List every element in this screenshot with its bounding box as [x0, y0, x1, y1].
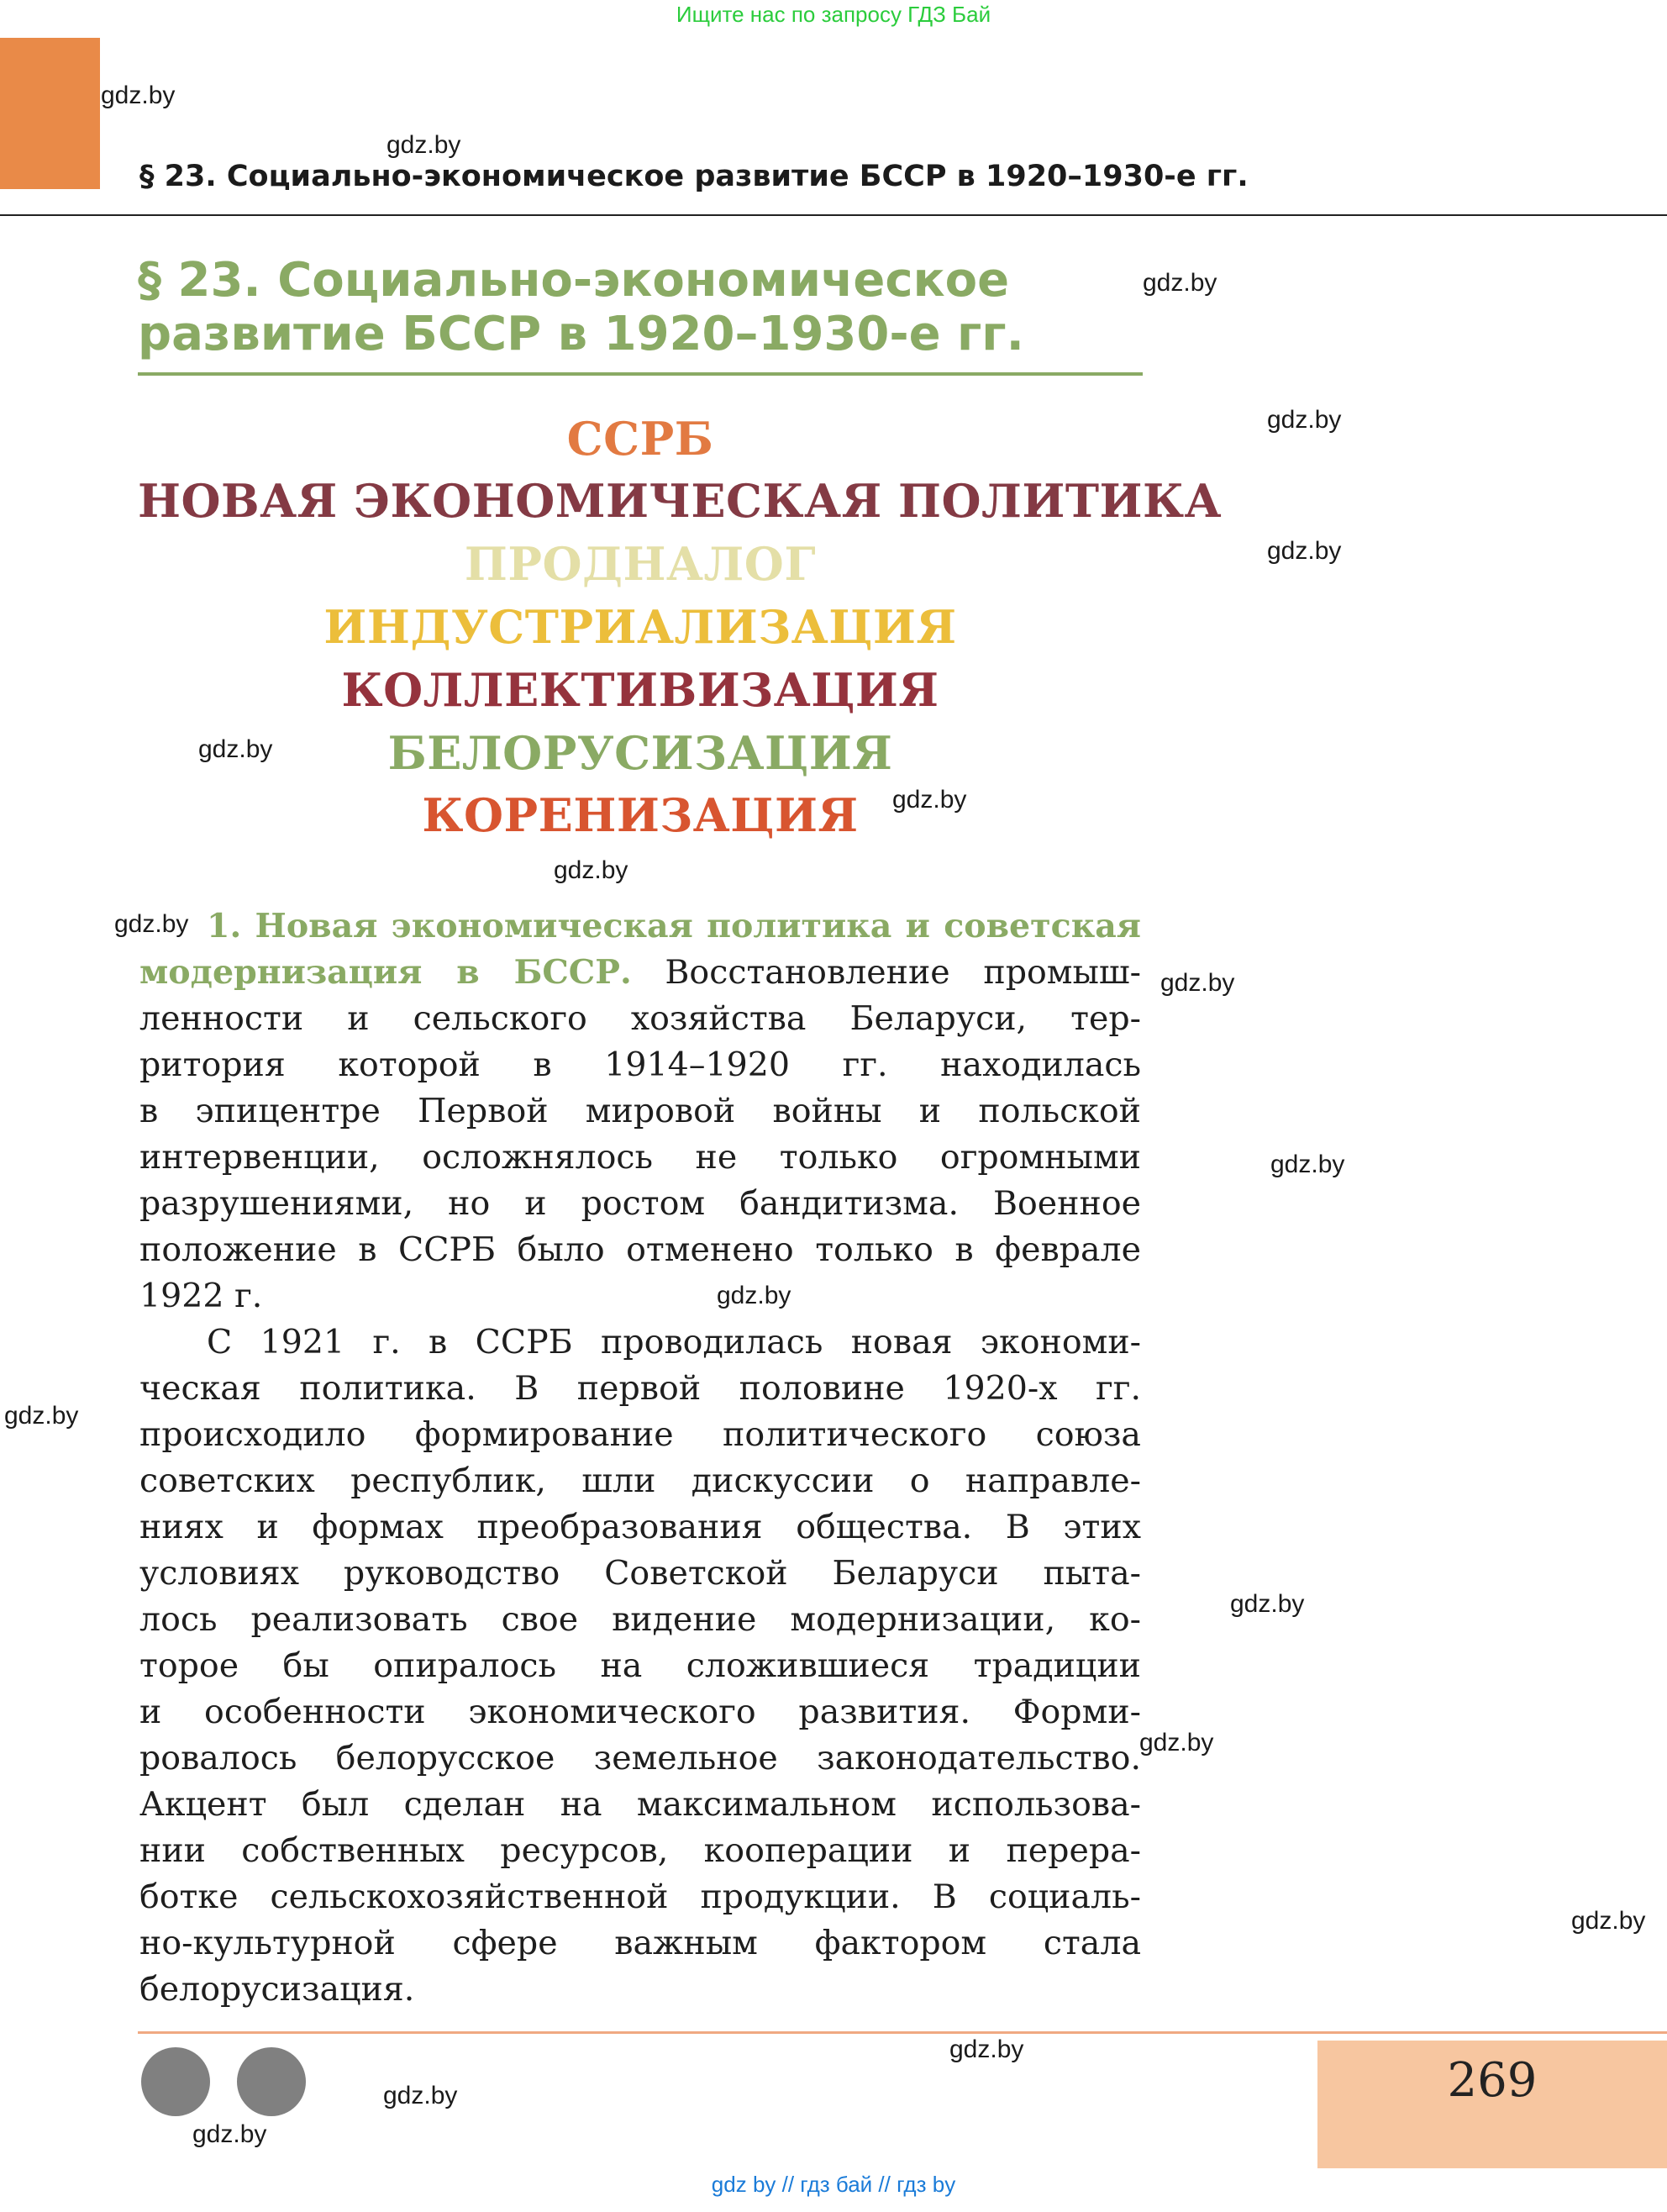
watermark: gdz.by — [949, 2036, 1024, 2063]
paragraph-1 — [139, 903, 1141, 1319]
keyword-ssrb: ССРБ — [566, 412, 714, 466]
watermark: gdz.by — [198, 735, 273, 763]
paragraph-line: в эпицентре Первой мировой войны и польской — [139, 1092, 1141, 1130]
paragraph-line: лось реализовать свое видение модернизации, ко- — [139, 1600, 1141, 1639]
top-banner[interactable]: Ищите нас по запросу ГДЗ Бай — [676, 2, 991, 27]
watermark: gdz.by — [192, 2120, 267, 2148]
header-divider — [0, 214, 1667, 216]
watermark: gdz.by — [383, 2082, 458, 2109]
watermark: gdz.by — [387, 131, 461, 159]
keyword-belarusization: БЕЛОРУСИЗАЦИЯ — [387, 726, 893, 780]
watermark: gdz.by — [4, 1402, 79, 1430]
footer-links[interactable]: gdz by // гдз бай // гдз by — [711, 2172, 956, 2197]
paragraph-line: ровалось белорусское земельное законодательство. — [139, 1739, 1141, 1778]
watermark: gdz.by — [101, 82, 176, 109]
paragraph-line: интервенции, осложнялось не только огромными — [139, 1138, 1141, 1177]
watermark: gdz.by — [1160, 969, 1235, 997]
paragraph-2 — [139, 1319, 1141, 2013]
section-title — [138, 254, 1146, 361]
paragraph-line: советских республик, шли дискуссии о направле- — [139, 1462, 1141, 1500]
paragraph-line: положение в ССРБ было отменено только в феврале — [139, 1230, 1141, 1269]
paragraph-line: разрушениями, но и ростом бандитизма. Военное — [139, 1184, 1141, 1223]
subsection-heading-line-2: модернизация в БССР. — [139, 953, 632, 992]
keyword-korenization: КОРЕНИЗАЦИЯ — [422, 788, 859, 842]
keyword-prodnalog: ПРОДНАЛОГ — [464, 537, 817, 591]
paragraph-line: ческая политика. В первой половине 1920-х гг. — [139, 1369, 1141, 1408]
subsection-heading-line-1: 1. Новая экономическая политика и советская — [207, 907, 1141, 945]
section-title-line-1: § 23. Социально-экономическое — [138, 253, 1010, 308]
body-text — [139, 903, 1141, 2013]
watermark: gdz.by — [1270, 1151, 1345, 1178]
paragraph-line: происходило формирование политического союза — [139, 1415, 1141, 1454]
title-underline — [138, 372, 1143, 376]
watermark: gdz.by — [554, 856, 628, 884]
paragraph-line: ритория которой в 1914–1920 гг. находилась — [139, 1045, 1141, 1084]
difficulty-circle-icon — [237, 2047, 306, 2116]
keyword-industrialization: ИНДУСТРИАЛИЗАЦИЯ — [323, 600, 957, 654]
paragraph-line: ленности и сельского хозяйства Беларуси, тер- — [139, 999, 1141, 1038]
watermark: gdz.by — [1267, 537, 1342, 565]
footer-divider — [138, 2031, 1667, 2034]
page-number: 269 — [1447, 2053, 1538, 2108]
watermark: gdz.by — [717, 1282, 791, 1309]
paragraph-line: условиях руководство Советской Беларуси пыта- — [139, 1554, 1141, 1593]
watermark: gdz.by — [1267, 406, 1342, 434]
paragraph-line: нии собственных ресурсов, кооперации и перера- — [139, 1831, 1141, 1870]
watermark: gdz.by — [1143, 269, 1217, 297]
chapter-tab — [0, 38, 100, 189]
paragraph-line — [139, 950, 1141, 996]
section-title-line-2: развитие БССР в 1920–1930-е гг. — [138, 307, 1024, 361]
watermark: gdz.by — [1139, 1729, 1214, 1756]
paragraph-line: 1922 г. — [139, 1277, 263, 1315]
watermark: gdz.by — [1571, 1907, 1646, 1935]
running-header: § 23. Социально-экономическое развитие БССР в 1920–1930-е гг. — [139, 160, 1249, 193]
paragraph-line: ниях и формах преобразования общества. В этих — [139, 1508, 1141, 1546]
watermark: gdz.by — [114, 910, 189, 938]
difficulty-circle-icon — [141, 2047, 210, 2116]
paragraph-line: белорусизация. — [139, 1970, 415, 2009]
watermark: gdz.by — [1230, 1590, 1305, 1618]
paragraph-line: Акцент был сделан на максимальном использова- — [139, 1785, 1141, 1824]
paragraph-line: торое бы опиралось на сложившиеся традиции — [139, 1646, 1141, 1685]
paragraph-line: и особенности экономического развития. Форми- — [139, 1693, 1141, 1731]
paragraph-line: но-культурной сфере важным фактором стала — [139, 1924, 1141, 1962]
keyword-collectivization: КОЛЛЕКТИВИЗАЦИЯ — [341, 663, 939, 717]
watermark: gdz.by — [892, 786, 967, 814]
keyword-nep: НОВАЯ ЭКОНОМИЧЕСКАЯ ПОЛИТИКА — [138, 474, 1223, 528]
paragraph-line: ботке сельскохозяйственной продукции. В социаль- — [139, 1878, 1141, 1916]
paragraph-line-text: Восстановление промыш- — [631, 953, 1141, 992]
paragraph-line: С 1921 г. в ССРБ проводилась новая экономи- — [207, 1323, 1141, 1361]
